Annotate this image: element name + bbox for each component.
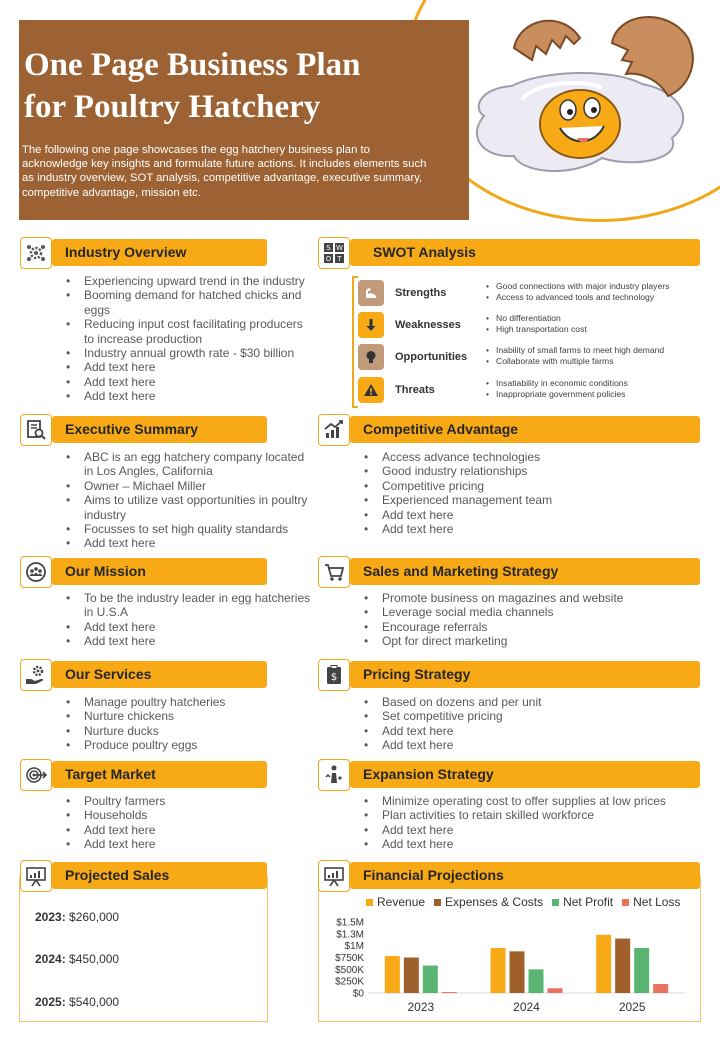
y-tick-label: $1.5M xyxy=(336,917,364,929)
list-item: • Add text here xyxy=(64,634,316,648)
list-item: • Add text here xyxy=(362,738,692,752)
chart-legend xyxy=(366,895,680,909)
svg-text:T: T xyxy=(337,255,342,263)
swot-row-opportunities xyxy=(358,342,708,372)
y-tick-label: $250K xyxy=(335,976,364,988)
swot-label-threats: Threats xyxy=(395,384,435,396)
presentation-chart-icon xyxy=(20,860,52,892)
list-item: • Good industry relationships xyxy=(362,464,692,478)
bar xyxy=(529,969,544,993)
swot-label-weaknesses: Weaknesses xyxy=(395,319,461,331)
bar xyxy=(423,966,438,993)
swot-label-opportunities: Opportunities xyxy=(395,351,468,363)
financial-bar-chart xyxy=(318,912,700,1020)
list-item: • Manage poultry hatcheries xyxy=(64,695,316,709)
industry-overview-title: Industry Overview xyxy=(65,244,187,260)
svg-text:W: W xyxy=(336,244,343,252)
list-item: • Encourage referrals xyxy=(362,620,692,634)
svg-text:O: O xyxy=(325,255,332,263)
our-mission-list xyxy=(64,591,316,649)
pricing-strategy-title: Pricing Strategy xyxy=(363,666,471,682)
swot-grid-icon xyxy=(318,237,350,269)
list-item: • Add text here xyxy=(362,508,692,522)
list-item: • Opt for direct marketing xyxy=(362,634,692,648)
bar xyxy=(385,956,400,993)
list-item: • Add text here xyxy=(64,375,316,389)
team-circle-icon xyxy=(20,556,52,588)
swot-row-weaknesses xyxy=(358,310,708,340)
our-mission-title: Our Mission xyxy=(65,563,146,579)
bar xyxy=(634,948,649,993)
list-item: • Add text here xyxy=(64,823,316,837)
legend-swatch xyxy=(552,899,559,906)
legend-item: Net Profit xyxy=(552,895,613,909)
swot-notes-weaknesses: • No differentiation • High transportation cost xyxy=(486,313,587,335)
lightbulb-icon xyxy=(358,344,384,370)
bar xyxy=(596,935,611,993)
bar xyxy=(404,958,419,994)
bar xyxy=(548,988,563,993)
swot-notes-strengths: • Good connections with major industry players • Access to advanced tools and technology xyxy=(486,281,669,303)
list-item: • Minimize operating cost to offer supplies at low prices xyxy=(362,794,692,808)
legend-swatch xyxy=(622,899,629,906)
growth-chart-icon xyxy=(318,414,350,446)
list-item: • Owner – Michael Miller xyxy=(64,479,316,493)
bar xyxy=(442,992,457,993)
swot-title: SWOT Analysis xyxy=(373,244,476,260)
expansion-strategy-list xyxy=(362,794,692,852)
expansion-strategy-title: Expansion Strategy xyxy=(363,766,494,782)
pricing-strategy-list xyxy=(362,695,692,753)
list-item: • Add text here xyxy=(362,522,692,536)
y-tick-label: $1.3M xyxy=(336,929,364,941)
list-item: • Add text here xyxy=(64,536,316,550)
bar xyxy=(615,939,630,993)
list-item: • Promote business on magazines and website xyxy=(362,591,692,605)
x-tick-label: 2024 xyxy=(513,1000,540,1014)
list-item: • Set competitive pricing xyxy=(362,709,692,723)
hand-gear-icon xyxy=(20,659,52,691)
list-item: • Experienced management team xyxy=(362,493,692,507)
list-item: • Add text here xyxy=(362,837,692,851)
cracked-egg-illustration xyxy=(462,8,702,183)
financial-projections-title: Financial Projections xyxy=(363,867,504,883)
bar xyxy=(653,984,668,993)
legend-swatch xyxy=(366,899,373,906)
list-item: • Aims to utilize vast opportunities in poultry industry xyxy=(64,493,316,522)
shopping-cart-icon xyxy=(318,556,350,588)
list-item: • Nurture chickens xyxy=(64,709,316,723)
x-tick-label: 2025 xyxy=(618,1000,646,1014)
swot-row-threats xyxy=(358,375,708,405)
svg-text:$: $ xyxy=(330,672,338,683)
competitive-advantage-title: Competitive Advantage xyxy=(363,421,519,437)
swot-label-strengths: Strengths xyxy=(395,287,447,299)
y-tick-label: $500K xyxy=(335,964,364,976)
list-item: • Add text here xyxy=(64,620,316,634)
swot-notes-threats: • Insatiability in economic conditions • Inappropriate government policies xyxy=(486,378,628,400)
sales-row-2025: 2025: $540,000 xyxy=(35,995,120,1009)
industry-overview-list xyxy=(64,274,316,404)
projected-sales-title: Projected Sales xyxy=(65,867,170,883)
document-search-icon xyxy=(20,414,52,446)
list-item: • Based on dozens and per unit xyxy=(362,695,692,709)
list-item: • Add text here xyxy=(362,724,692,738)
down-arrow-icon xyxy=(358,312,384,338)
list-item: • Plan activities to retain skilled workforce xyxy=(362,808,692,822)
page-description: The following one page showcases the egg hatchery business plan to acknowledge key insights and formulate future actions. It includes elements such as industry overview, SOT analysis, competitive advantage, executive summary, competitive advantage, mission etc. xyxy=(22,144,427,199)
swot-row-strengths xyxy=(358,278,708,308)
sales-row-2024: 2024: $450,000 xyxy=(35,952,120,966)
list-item: • Produce poultry eggs xyxy=(64,738,316,752)
flexed-arm-icon xyxy=(358,280,384,306)
page-title: One Page Business Plan for Poultry Hatchery xyxy=(24,47,361,125)
list-item: • To be the industry leader in egg hatcheries in U.S.A xyxy=(64,591,316,620)
y-tick-label: $1M xyxy=(344,941,364,953)
list-item: • Households xyxy=(64,808,316,822)
warning-icon xyxy=(358,377,384,403)
bar xyxy=(510,951,525,993)
executive-summary-title: Executive Summary xyxy=(65,421,199,437)
people-gear-icon xyxy=(20,237,52,269)
bar xyxy=(491,948,506,993)
list-item: • Nurture ducks xyxy=(64,724,316,738)
y-tick-label: $750K xyxy=(335,953,364,964)
sales-marketing-list xyxy=(362,591,692,649)
presentation-chart-icon xyxy=(318,860,350,892)
chess-strategy-icon xyxy=(318,759,350,791)
list-item: • Add text here xyxy=(64,837,316,851)
list-item: • Industry annual growth rate - $30 billion xyxy=(64,346,316,360)
sales-row-2023: 2023: $260,000 xyxy=(35,910,120,924)
svg-text:S: S xyxy=(326,244,331,252)
list-item: • ABC is an egg hatchery company located in Los Angles, California xyxy=(64,450,316,479)
legend-item: Revenue xyxy=(366,895,425,909)
list-item: • Experiencing upward trend in the industry xyxy=(64,274,316,288)
list-item: • Add text here xyxy=(362,823,692,837)
list-item: • Leverage social media channels xyxy=(362,605,692,619)
list-item: • Access advance technologies xyxy=(362,450,692,464)
competitive-advantage-list xyxy=(362,450,692,536)
x-tick-label: 2023 xyxy=(407,1000,435,1014)
list-item: • Poultry farmers xyxy=(64,794,316,808)
target-icon xyxy=(20,759,52,791)
our-services-title: Our Services xyxy=(65,666,152,682)
list-item: • Reducing input cost facilitating producers to increase production xyxy=(64,317,316,346)
list-item: • Add text here xyxy=(64,389,316,403)
list-item: • Focusses to set high quality standards xyxy=(64,522,316,536)
legend-item: Expenses & Costs xyxy=(434,895,543,909)
list-item: • Competitive pricing xyxy=(362,479,692,493)
sales-marketing-title: Sales and Marketing Strategy xyxy=(363,563,559,579)
legend-item: Net Loss xyxy=(622,895,680,909)
y-tick-label: $0 xyxy=(352,988,364,1000)
swot-notes-opportunities: • Inability of small farms to meet high demand • Collaborate with multiple farms xyxy=(486,345,664,367)
target-market-title: Target Market xyxy=(65,766,156,782)
list-item: • Add text here xyxy=(64,360,316,374)
clipboard-dollar-icon xyxy=(318,659,350,691)
target-market-list xyxy=(64,794,316,852)
our-services-list xyxy=(64,695,316,753)
legend-swatch xyxy=(434,899,441,906)
list-item: • Booming demand for hatched chicks and eggs xyxy=(64,288,316,317)
executive-summary-list xyxy=(64,450,316,551)
